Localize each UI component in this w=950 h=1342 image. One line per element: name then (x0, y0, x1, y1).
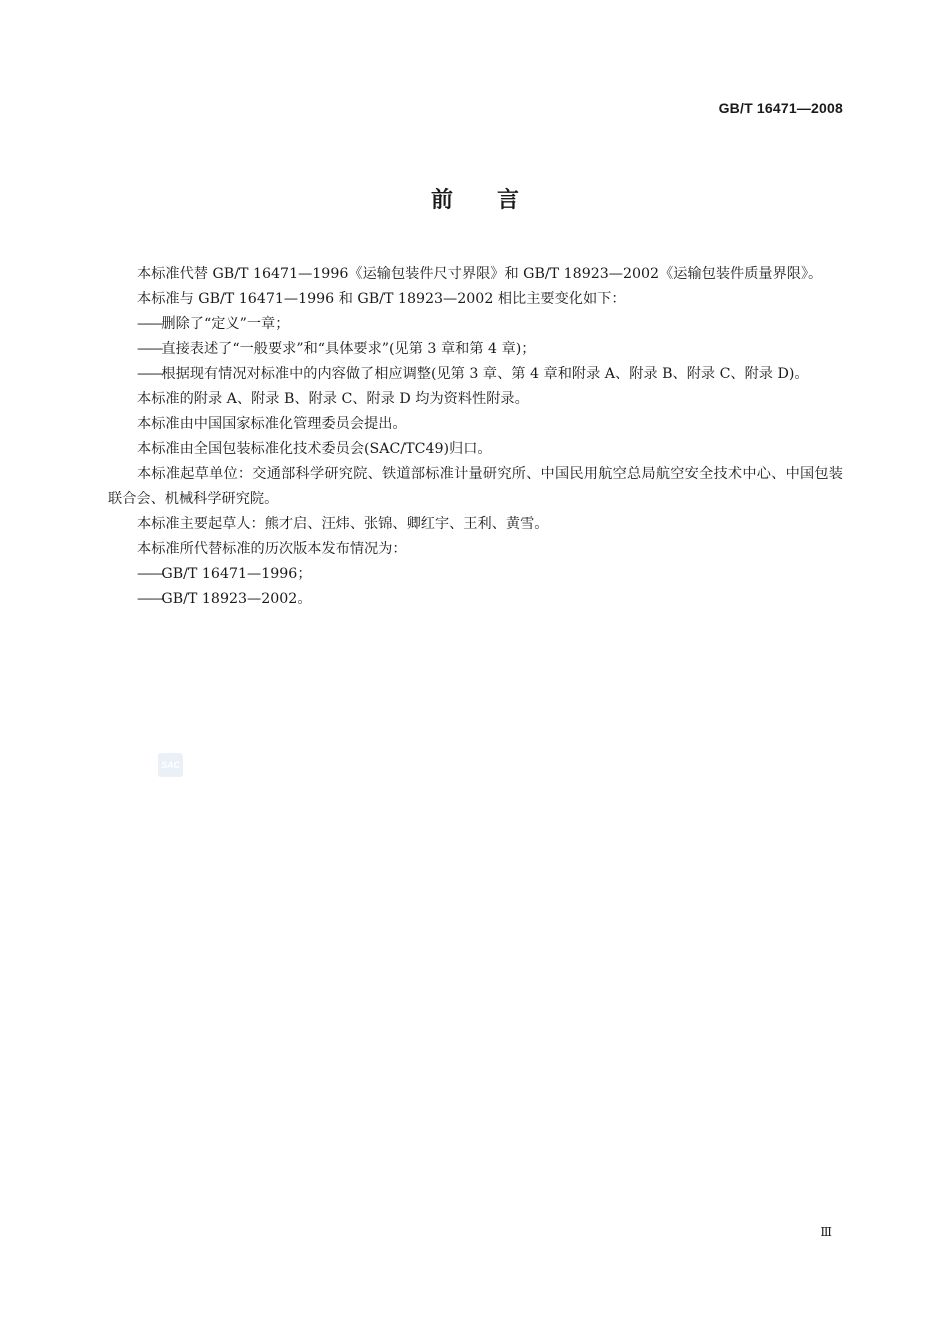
dash-marker: —— (137, 591, 162, 607)
dash-marker: —— (137, 316, 162, 332)
paragraph-proposed-by: 本标准由中国国家标准化管理委员会提出。 (137, 416, 407, 432)
list-item (108, 362, 843, 387)
standard-code: GB/T 16471—2008 (718, 100, 843, 116)
list-item (108, 312, 843, 337)
previous-version-text: GB/T 18923—2002。 (161, 591, 312, 607)
paragraph-drafters: 本标准主要起草人：熊才启、汪炜、张锦、卿红宇、王利、黄雪。 (137, 516, 549, 532)
change-item-text: 删除了“定义”一章； (161, 316, 290, 332)
paragraph-replaces: 本标准代替 GB/T 16471—1996《运输包装件尺寸界限》和 GB/T 18923—2002《运输包装件质量界限》。 (137, 266, 823, 282)
list-item (108, 587, 843, 612)
change-item-text: 根据现有情况对标准中的内容做了相应调整(见第 3 章、第 4 章和附录 A、附录 B、附录 C、附录 D)。 (161, 366, 809, 382)
paragraph-drafting-units: 本标准起草单位：交通部科学研究院、铁道部标准计量研究所、中国民用航空总局航空安全技术中心、中国包装联合会、机械科学研究院。 (108, 466, 843, 507)
list-item (108, 562, 843, 587)
paragraph-changes-intro: 本标准与 GB/T 16471—1996 和 GB/T 18923—2002 相比主要变化如下： (137, 291, 626, 307)
paragraph-history-intro: 本标准所代替标准的历次版本发布情况为： (137, 541, 407, 557)
page-title: 前言 (430, 188, 563, 213)
page-number: Ⅲ (820, 1225, 832, 1239)
change-item-text: 直接表述了“一般要求”和“具体要求”(见第 3 章和第 4 章)； (161, 341, 536, 357)
document-body (108, 262, 843, 612)
dash-marker: —— (137, 566, 162, 582)
paragraph-appendices: 本标准的附录 A、附录 B、附录 C、附录 D 均为资料性附录。 (137, 391, 529, 407)
dash-marker: —— (137, 366, 162, 382)
list-item (108, 337, 843, 362)
previous-version-text: GB/T 16471—1996； (161, 566, 312, 582)
dash-marker: —— (137, 341, 162, 357)
paragraph-centralized-by: 本标准由全国包装标准化技术委员会(SAC/TC49)归口。 (137, 441, 492, 457)
sac-watermark-logo: SAC (158, 753, 183, 777)
